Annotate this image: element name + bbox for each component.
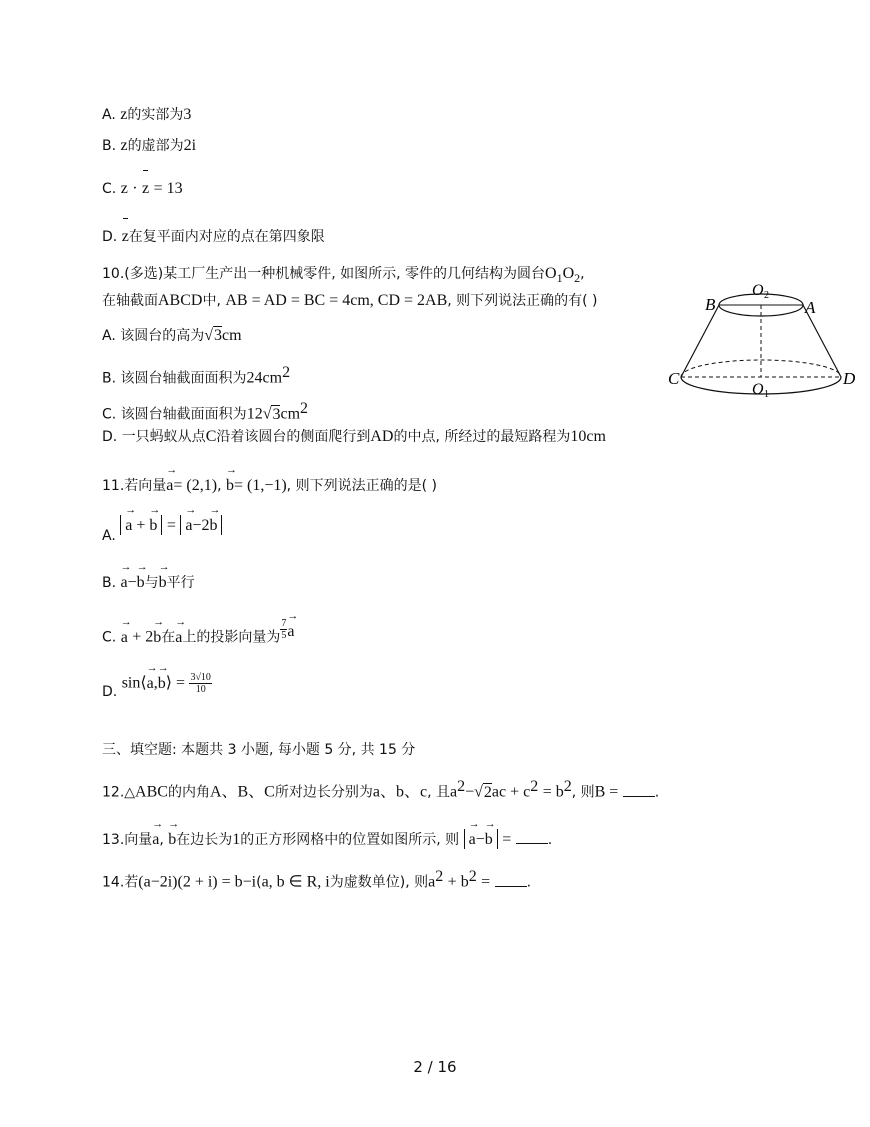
q12-answer-blank[interactable]	[623, 782, 655, 797]
frustum-figure	[665, 278, 860, 403]
q13-answer-blank[interactable]	[516, 829, 548, 844]
q9-option-c: C. z · z = 13	[102, 180, 183, 197]
q14: 14.若(a−2i)(2 + i) = b−i(a, b ∈ R, i为虚数单位), 则$a^2 + b^2$ = .	[102, 868, 532, 891]
section3-heading: 三、填空题: 本题共 3 小题, 每小题 5 分, 共 15 分	[102, 742, 416, 758]
q10-option-d: D. 一只蚂蚁从点C沿着该圆台的侧面爬行到AD的中点, 所经过的最短路程为10cm	[102, 428, 606, 445]
q11-option-c: C. → a + 2→ b在→ a上的投影向量为 $\frac{7}{5}$ → a	[102, 626, 295, 649]
q9-option-b: B. z的虚部为2i	[102, 137, 197, 154]
q10-stem-line2: 在轴截面ABCD中, AB = AD = BC = 4cm, CD = 2AB, 则下列说法正确的有( )	[102, 292, 598, 309]
label-o1: O	[752, 381, 764, 398]
q10-option-a: A. 该圆台的高为√3cm	[102, 327, 242, 344]
q14-answer-blank[interactable]	[495, 872, 527, 887]
q11-stem: 11.若向量→ a= (2,1), → b= (1,−1), 则下列说法正确的是( )	[102, 477, 437, 495]
q9-option-a: A. z的实部为3	[102, 106, 192, 123]
q10-option-c: C. 该圆台轴截面面积为$12√3cm^2$	[102, 400, 309, 423]
q9-option-d: D. z在复平面内对应的点在第四象限	[102, 228, 325, 245]
q11-option-b: B. → a−→ b与→ b平行	[102, 574, 195, 592]
q10-stem-line1: 10.(多选)某工厂生产出一种机械零件, 如图所示, 零件的几何结构为圆台$O_1O_2$,	[102, 265, 585, 285]
page-number: 2 / 16	[413, 1058, 457, 1076]
q13: 13.向量→ a, → b在边长为1的正方形网格中的位置如图所示, 则 → a−→ b = .	[102, 829, 552, 849]
label-d: D	[843, 369, 856, 388]
label-c: C	[668, 369, 680, 388]
label-o1-sub: 1	[764, 389, 769, 400]
label-b: B	[705, 295, 716, 314]
label-a: A	[805, 298, 816, 317]
q10-option-b: B. 该圆台轴截面面积为$24cm^2$	[102, 364, 291, 387]
label-o2-sub: 2	[764, 290, 769, 301]
q11-option-d: D. sin⟨→ a,→ b⟩ = $\frac{3√10}{10}$	[102, 672, 212, 695]
q11-option-a: A. → a + → b = → a−2→ b	[102, 515, 222, 535]
label-o2: O	[752, 282, 764, 299]
q12: 12.△ABC的内角A、B、C所对边长分别为a、b、c, 且$a^2-√2ac + c^2 = b^2$, 则B = .	[102, 778, 660, 801]
